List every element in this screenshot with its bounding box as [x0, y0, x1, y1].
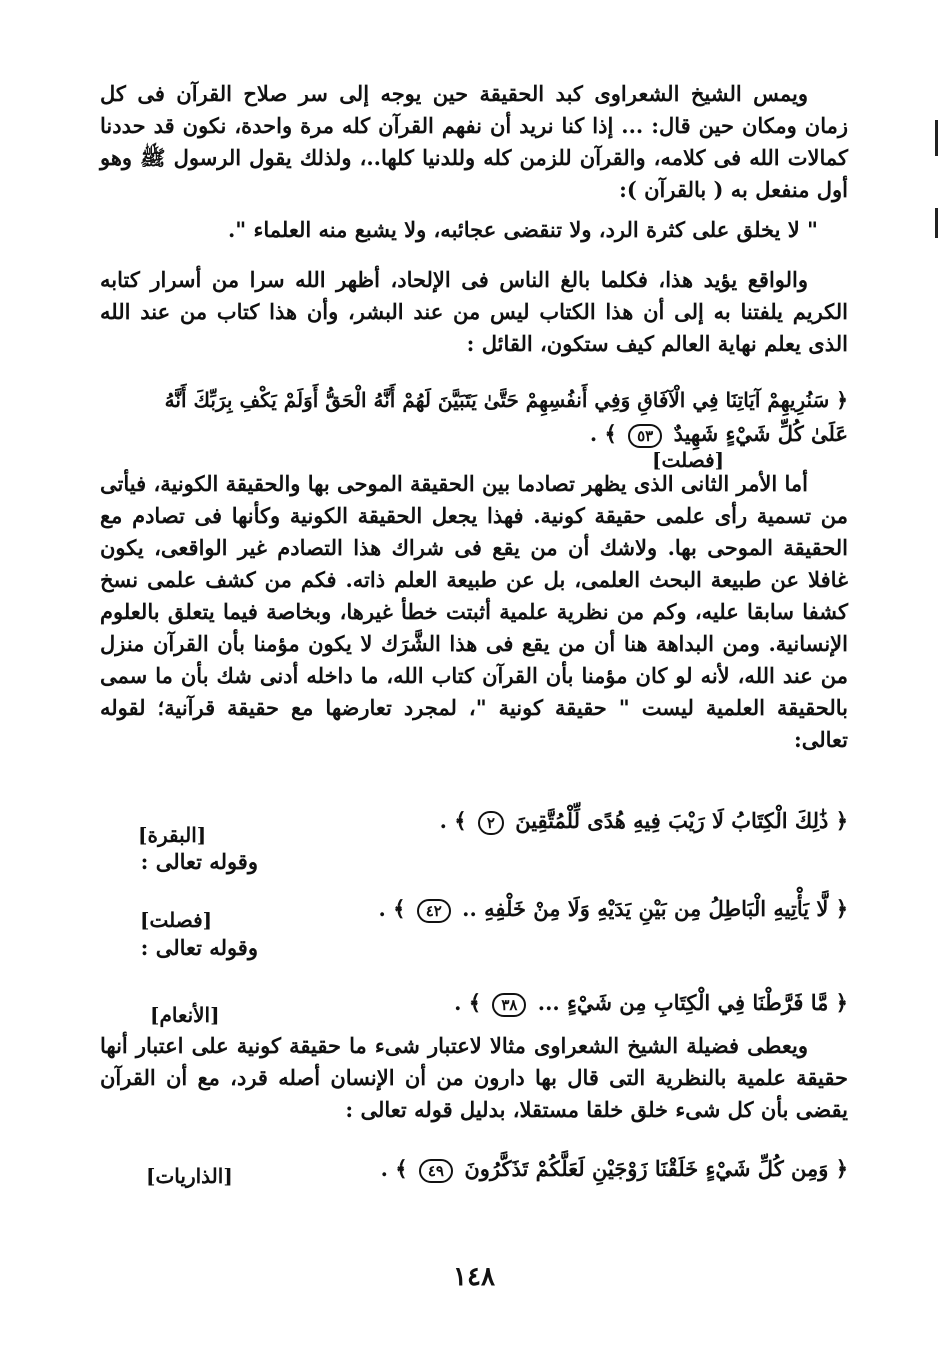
scan-margin-mark	[935, 208, 938, 238]
connector-2: وقوله تعالى :	[140, 935, 258, 960]
verse-anam-38	[240, 987, 848, 1019]
page-number: ١٤٨	[453, 1262, 495, 1292]
verse-number-badge: ٥٣	[628, 424, 662, 448]
verse-number-badge: ٢	[478, 811, 504, 835]
verse-dhariyat-49	[240, 1153, 848, 1185]
verse-end: ﴾ .	[380, 1156, 408, 1181]
verse-fussilat-53-line1: ﴿ سَنُرِيهِمْ آيَاتِنَا فِي الْآفَاقِ وَفِي أَنفُسِهِمْ حَتَّىٰ يَتَبَيَّنَ لَهُمْ أَنَّهُ الْحَقُّ أَوَلَمْ يَكْفِ بِرَبِّكَ أَنَّهُ	[164, 388, 848, 412]
verse-end: ﴾ .	[589, 421, 617, 446]
verse-baqara-2	[240, 805, 848, 837]
source-fussilat-2: [فصلت]	[140, 908, 213, 932]
verse-text: ﴿ مَّا فَرَّطْنَا فِي الْكِتَابِ مِن شَيْءٍ ...	[537, 990, 848, 1015]
verse-fussilat-42	[240, 893, 848, 925]
verse-text: عَلَىٰ كُلِّ شَيْءٍ شَهِيدٌ	[673, 421, 848, 446]
verse-number-badge: ٣٨	[492, 993, 526, 1017]
source-baqara: [البقرة]	[138, 823, 207, 847]
verse-fussilat-53-line2	[100, 418, 848, 450]
verse-text: ﴿ وَمِن كُلِّ شَيْءٍ خَلَقْنَا زَوْجَيْنِ لَعَلَّكُمْ تَذَكَّرُونَ	[464, 1156, 848, 1181]
verse-end: ﴾ .	[439, 808, 467, 833]
paragraph-3: أما الأمر الثانى الذى يظهر تصادما بين الحقيقة الموحى بها والحقيقة الكونية، فيأتى من تسمية رأى علمى حقيقة كونية. فهذا يجعل الحقيقة الكونية وكأنها فى تصادم مع الحقيقة الموحى بها. ولاشك أن من يقع فى شراك هذا التصادم غير الواقعى، يكون غافلا عن طبيعة البحث العلمى، بل عن طبيعة العلم ذاته. فكم من كشف علمى نسخ كشفا سابقا عليه، وكم من نظرية علمية أثبتت خطأ غيرها، وبخاصة فيما يتعلق بالعلوم الإنسانية. ومن البداهة هنا أن من يقع فى هذا الشَّرَك لا يكون مؤمنا بأن القرآن منزل من عند الله، لأنه لو كان مؤمنا بأن القرآن كتاب الله، ما داخله أدنى شك بأن ما سمى بالحقيقة العلمية ليست " حقيقة كونية "، لمجرد تعارضها مع حقيقة قرآنية؛ لقوله تعالى:	[100, 471, 848, 752]
scan-margin-mark	[935, 120, 938, 156]
verse-number-badge: ٤٢	[417, 899, 451, 923]
verse-text: ﴿ ذَٰلِكَ الْكِتَابُ لَا رَيْبَ فِيهِ هُدًى لِّلْمُتَّقِينَ	[515, 808, 848, 833]
paragraph-1: ويمس الشيخ الشعراوى كبد الحقيقة حين يوجه إلى سر صلاح القرآن فى كل زمان ومكان حين قال: ... إذا كنا نريد أن نفهم القرآن كله مرة واحدة، نكون قد حددنا كمالات الله فى كلامه، والقرآن للزمن كله وللدنيا كلها..، ولذلك يقول الرسول ﷺ وهو أول منفعل به ( بالقرآن ):	[100, 81, 848, 202]
source-anam: [الأنعام]	[150, 1003, 220, 1027]
source-dhariyat: [الذاريات]	[146, 1164, 233, 1188]
source-fussilat-1: [فصلت]	[652, 448, 725, 472]
paragraph-2: والواقع يؤيد هذا، فكلما بالغ الناس فى الإلحاد، أظهر الله سرا من أسرار كتابه الكريم يلفتنا به إلى أن هذا الكتاب ليس من عند البشر، وأن هذا كتاب من عند الله الذى يعلم نهاية العالم كيف ستكون، القائل :	[100, 267, 848, 356]
verse-end: ﴾ .	[454, 990, 482, 1015]
paragraph-4: ويعطى فضيلة الشيخ الشعراوى مثالا لاعتبار شىء ما حقيقة كونية على اعتبار أنها حقيقة علمية بالنظرية التى قال بها دارون من أن الإنسان أصله قرد، مع أن القرآن يقضى بأن كل شىء خلق خلقا مستقلا، بدليل قوله تعالى :	[100, 1033, 848, 1122]
verse-end: ﴾ .	[378, 896, 406, 921]
connector-1: وقوله تعالى :	[140, 849, 258, 874]
verse-number-badge: ٤٩	[419, 1159, 453, 1183]
verse-text: ﴿ لَّا يَأْتِيهِ الْبَاطِلُ مِن بَيْنِ يَدَيْهِ وَلَا مِنْ خَلْفِهِ ..	[462, 896, 848, 921]
hadith-quote: " لا يخلق على كثرة الرد، ولا تنقضى عجائبه، ولا يشبع منه العلماء ".	[227, 217, 818, 242]
